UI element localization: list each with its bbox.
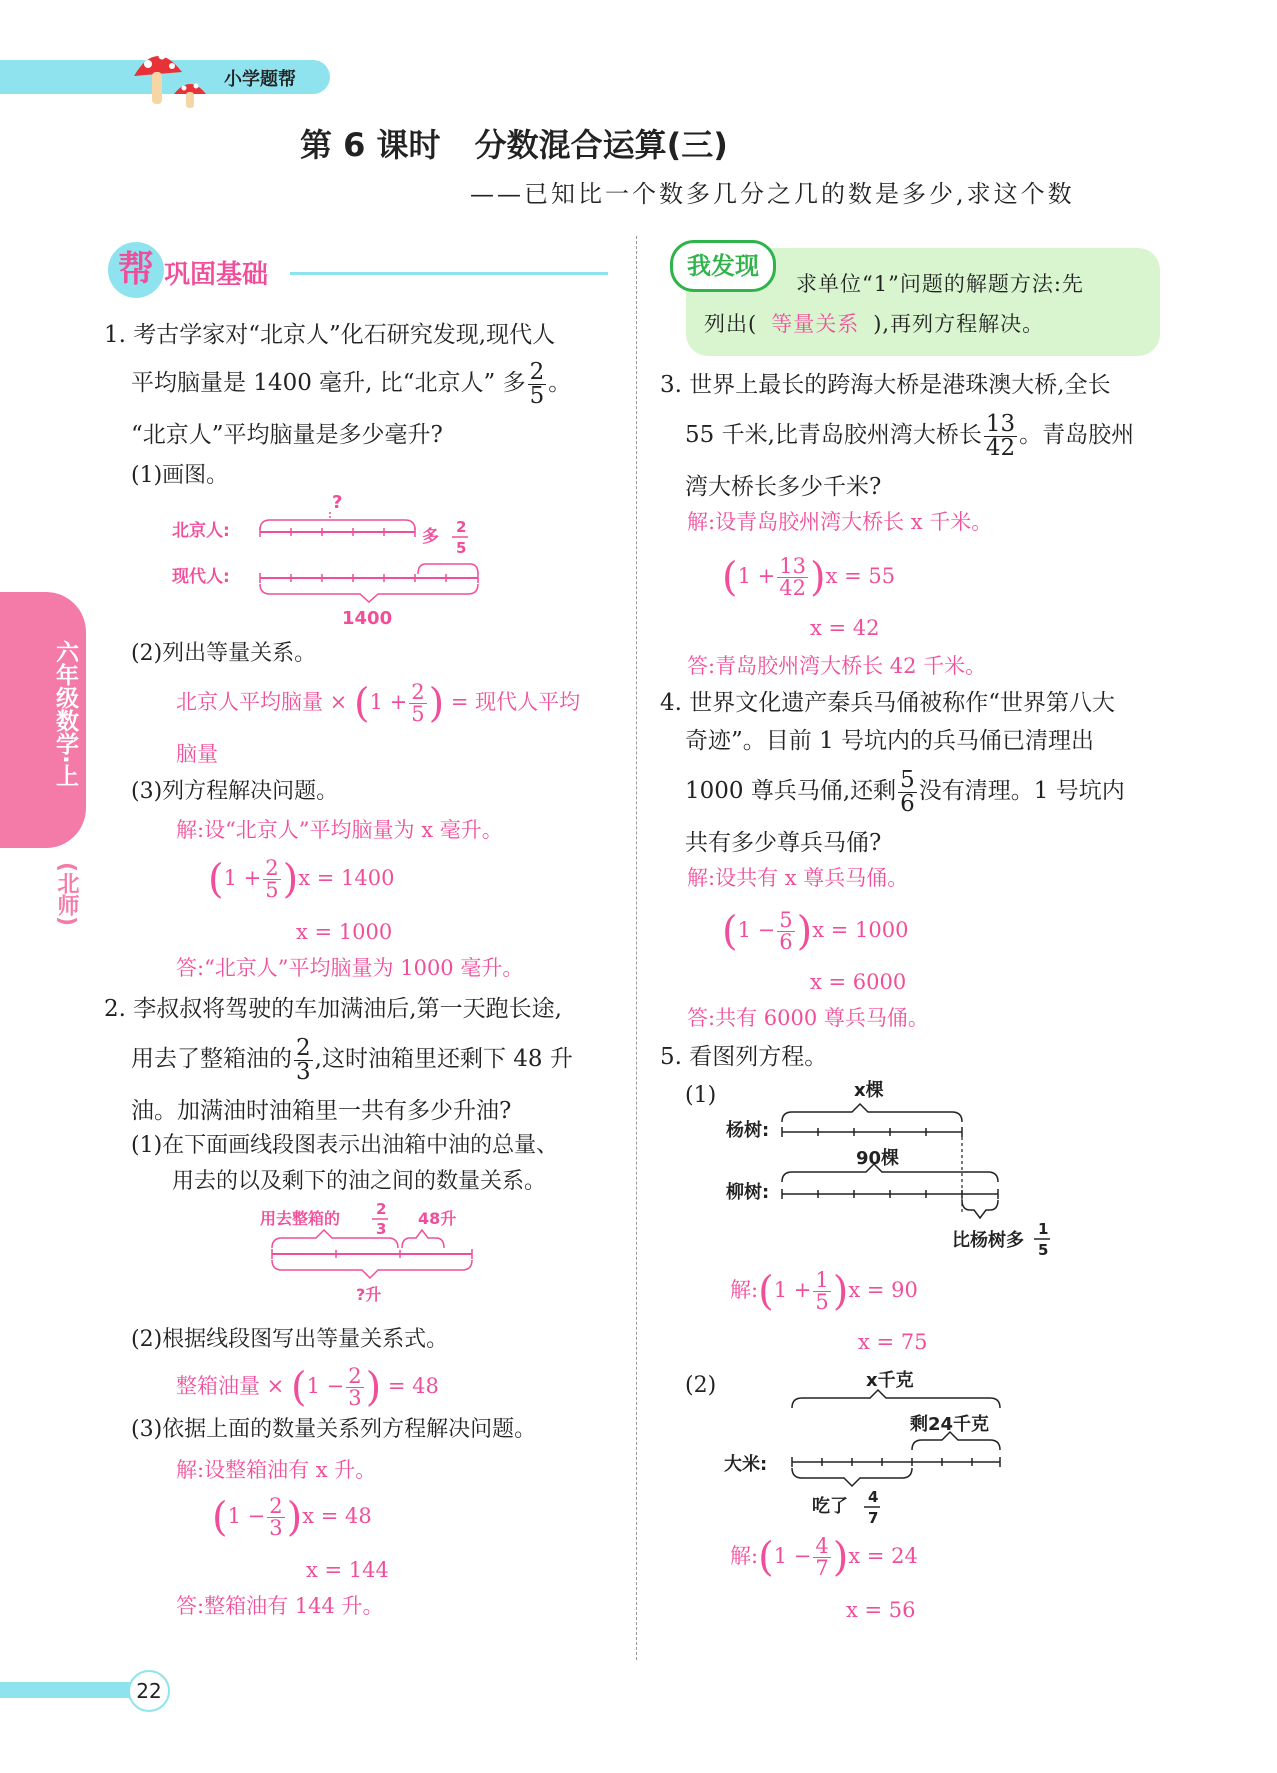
q2-diagram-used: 用去整箱的	[260, 1209, 341, 1228]
q5-part2: (2)	[685, 1373, 717, 1398]
q3-solution-let: 解:设青岛胶州湾大桥长 x 千米。	[687, 510, 993, 534]
q5-diagram-1	[720, 1074, 1060, 1260]
q1-part1: (1)画图。	[131, 463, 229, 488]
lesson-name: 分数混合运算(三)	[474, 126, 728, 164]
fraction-2-5: $\frac{2}{5}$	[529, 358, 545, 409]
q5-result-1: x = 75	[858, 1330, 928, 1354]
q3-line1: 3. 世界上最长的跨海大桥是港珠澳大桥,全长	[660, 372, 1111, 398]
q1-line3: “北京人”平均脑量是多少毫升?	[131, 422, 443, 448]
discover-badge: 我发现	[670, 240, 776, 292]
edition-label: (北师)	[54, 862, 79, 927]
q1-diagram-more: 多	[422, 527, 439, 547]
fraction-2-3: $\frac{2}{3}$	[296, 1034, 311, 1085]
q2-line3: 油。加满油时油箱里一共有多少升油?	[131, 1098, 512, 1124]
q1-line-diagram	[160, 494, 500, 630]
q1-equation: (1 + $\frac{2}{5}$ )x = 1400	[208, 856, 395, 903]
q4-equation: (1 − $\frac{5}{6}$ )x = 1000	[722, 908, 909, 955]
q1-line2: 平均脑量是 1400 毫升, 比“北京人” 多 $\frac{2}{5}$ 。	[131, 358, 572, 409]
q5-diagram-2	[720, 1364, 1020, 1528]
q5-d1-90: 90棵	[856, 1148, 900, 1169]
q4-answer: 答:共有 6000 尊兵马俑。	[687, 1006, 929, 1030]
q4-result: x = 6000	[810, 970, 907, 994]
column-divider	[636, 236, 637, 1660]
brand-label: 小学题帮	[224, 69, 296, 90]
q5-d2-label-rice: 大米:	[724, 1454, 768, 1475]
q1-diagram-question: ?	[332, 494, 343, 513]
svg-text:7: 7	[868, 1509, 879, 1527]
q4-line3: 1000 尊兵马俑,还剩 $\frac{5}{6}$ 没有清理。1 号坑内	[685, 766, 1125, 817]
q1-relation: 北京人平均脑量 × (1 + $\frac{2}{5}$ ) = 现代人平均	[176, 680, 581, 727]
q1-answer: 答:“北京人”平均脑量为 1000 毫升。	[176, 956, 524, 980]
q2-answer: 答:整箱油有 144 升。	[176, 1594, 384, 1618]
q4-line4: 共有多少尊兵马俑?	[685, 830, 882, 856]
q2-diagram-left: 48升	[418, 1209, 457, 1228]
q5-d1-label-willow: 柳树:	[726, 1182, 770, 1203]
q5-d2-ate: 吃了	[812, 1496, 848, 1517]
q2-relation: 整箱油量 × (1 − $\frac{2}{3}$ ) = 48	[176, 1364, 439, 1411]
q1-part3: (3)列方程解决问题。	[131, 779, 339, 804]
q3-result: x = 42	[810, 616, 880, 640]
discover-blank-answer: 等量关系	[771, 312, 860, 336]
section-rule	[290, 272, 608, 275]
q2-part3: (3)依据上面的数量关系列方程解决问题。	[131, 1417, 537, 1442]
q1-part2: (2)列出等量关系。	[131, 641, 317, 666]
q2-line2: 用去了整箱油的 $\frac{2}{3}$ ,这时油箱里还剩下 48 升	[131, 1034, 573, 1085]
q1-result: x = 1000	[296, 920, 393, 944]
q2-diagram-total: ?升	[356, 1285, 382, 1304]
lesson-number: 第 6 课时	[300, 126, 441, 164]
q2-result: x = 144	[306, 1558, 389, 1582]
q3-equation: (1 + $\frac{13}{42}$ )x = 55	[722, 554, 896, 601]
q5-d1-label-poplar: 杨树:	[726, 1120, 770, 1141]
q5-d1-more: 比杨树多	[952, 1230, 1024, 1251]
svg-text:4: 4	[868, 1488, 879, 1506]
q5-result-2: x = 56	[846, 1598, 916, 1622]
q5-equation-1: 解:(1 + $\frac{1}{5}$ )x = 90	[730, 1268, 918, 1315]
svg-text:5: 5	[456, 539, 467, 557]
section-heading	[108, 242, 608, 302]
q1-line1: 1. 考古学家对“北京人”化石研究发现,现代人	[104, 322, 556, 348]
q5-d2-left: 剩24千克	[910, 1414, 990, 1435]
svg-text:2: 2	[456, 518, 467, 536]
q5-d2-x: x千克	[866, 1370, 914, 1391]
svg-text:5: 5	[1038, 1241, 1049, 1259]
q2-solution-let: 解:设整箱油有 x 升。	[176, 1458, 377, 1482]
svg-text:1: 1	[1038, 1220, 1049, 1238]
svg-text:3: 3	[376, 1220, 387, 1238]
section-logo: 帮	[108, 242, 164, 298]
q3-answer: 答:青岛胶州湾大桥长 42 千米。	[687, 654, 987, 678]
lesson-subtitle: ——已知比一个数多几分之几的数是多少,求这个数	[470, 180, 1075, 208]
fraction-13-42: $\frac{13}{42}$	[985, 410, 1016, 461]
lesson-title	[300, 120, 728, 166]
q1-diagram-label-modern: 现代人:	[172, 567, 230, 587]
q5-equation-2: 解:(1 − $\frac{4}{7}$ )x = 24	[730, 1534, 918, 1581]
discover-text-2: 列出( 等量关系 ),再列方程解决。	[704, 312, 1045, 336]
q5-part1: (1)	[685, 1083, 717, 1108]
q3-line3: 湾大桥长多少千米?	[685, 474, 882, 500]
q2-line1: 2. 李叔叔将驾驶的车加满油后,第一天跑长途,	[104, 996, 562, 1022]
mushroom-icon	[128, 42, 218, 114]
section-title: 巩固基础	[164, 260, 269, 290]
page-number: 22	[128, 1670, 170, 1712]
q1-relation-cont: 脑量	[176, 742, 218, 766]
discover-text-1: 求单位“1”问题的解题方法:先	[796, 272, 1084, 296]
q5-d1-x: x棵	[854, 1080, 884, 1101]
q1-diagram-label-beijing: 北京人:	[172, 521, 230, 541]
q1-solution-let: 解:设“北京人”平均脑量为 x 毫升。	[176, 818, 503, 842]
q1-diagram-total: 1400	[342, 608, 393, 629]
q4-line1: 4. 世界文化遗产秦兵马俑被称作“世界第八大	[660, 690, 1116, 716]
q4-line2: 奇迹”。目前 1 号坑内的兵马俑已清理出	[685, 728, 1095, 754]
fraction-5-6: $\frac{5}{6}$	[900, 766, 915, 817]
q3-line2: 55 千米,比青岛胶州湾大桥长 $\frac{13}{42}$ 。青岛胶州	[685, 410, 1135, 461]
q2-part1-b: 用去的以及剩下的油之间的数量关系。	[172, 1169, 547, 1194]
svg-text:2: 2	[376, 1200, 387, 1218]
grade-label: 六年级数学·上	[52, 640, 78, 787]
q4-solution-let: 解:设共有 x 尊兵马俑。	[687, 866, 909, 890]
q2-line-diagram	[250, 1196, 490, 1306]
q2-equation: (1 − $\frac{2}{3}$ )x = 48	[212, 1494, 372, 1541]
q2-part1-a: (1)在下面画线段图表示出油箱中油的总量、	[131, 1133, 559, 1158]
q5-title: 5. 看图列方程。	[660, 1044, 828, 1070]
q2-part2: (2)根据线段图写出等量关系式。	[131, 1327, 449, 1352]
